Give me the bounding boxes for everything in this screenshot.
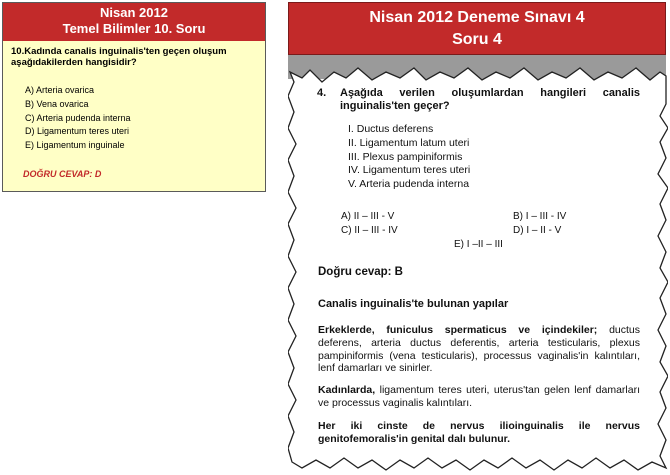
right-header-line2: Soru 4 [452, 31, 502, 48]
option-e: E) I –II – III [454, 239, 503, 250]
paragraph-female-body: ligamentum teres uteri, uterus'tan gelen lenf damarları ve processus vaginalis kalıntıları. [318, 384, 640, 409]
correct-answer: Doğru cevap: B [318, 266, 403, 278]
right-header-line1: Nisan 2012 Deneme Sınavı 4 [369, 9, 585, 26]
explanation-paragraph-both [318, 420, 640, 446]
option-a: A) II – III - V [341, 211, 395, 222]
option-b: B) I – III - IV [513, 211, 567, 222]
left-option-e: E) Ligamentum inguinale [25, 140, 125, 151]
left-header-line2: Temel Bilimler 10. Soru [62, 21, 206, 36]
statement-iii: III. Plexus pampiniformis [348, 150, 463, 163]
left-options-list [25, 84, 131, 153]
option-c: C) II – III - IV [341, 225, 398, 236]
paragraph-male-body: ductus deferens, arteria ductus deferentis, arteria testicularis, plexus pampiniformis (vena testicularis), processus vaginalis'in kalıntıları, lenf damarları ve sinirler. [318, 324, 641, 375]
explanation-paragraph-male [318, 324, 640, 375]
left-header-line1: Nisan 2012 [100, 5, 168, 20]
left-card-header [3, 3, 265, 41]
left-question-card [2, 2, 266, 192]
statement-iv: IV. Ligamentum teres uteri [348, 164, 471, 177]
explanation-title: Canalis inguinalis'te bulunan yapılar [318, 298, 509, 310]
statement-v: V. Arteria pudenda interna [348, 178, 470, 191]
statement-list [348, 123, 470, 192]
paragraph-female-lead: Kadınlarda, [318, 384, 376, 396]
paragraph-both-text: Her iki cinste de nervus ilioinguinalis ile nervus genitofemoralis'in genital dalı bulunur. [318, 420, 640, 445]
question-number: 4. [317, 87, 327, 99]
left-option-d: D) Ligamentum teres uteri [25, 126, 130, 137]
paragraph-male-lead: Erkeklerde, funiculus spermaticus ve içindekiler; [318, 324, 598, 336]
option-d: D) I – II - V [513, 225, 562, 236]
left-question-text: 10.Kadında canalis inguinalis'ten geçen oluşum aşağıdakilerden hangisidir? [11, 46, 227, 68]
question-content [288, 2, 668, 472]
explanation-paragraph-female [318, 384, 640, 410]
statement-i: I. Ductus deferens [348, 123, 434, 135]
right-question-card [288, 2, 668, 472]
statement-ii: II. Ligamentum latum uteri [348, 136, 470, 149]
question-text: Aşağıda verilen oluşumlardan hangileri canalis inguinalis'ten geçer? [340, 87, 640, 112]
left-option-a: A) Arteria ovarica [25, 85, 95, 95]
left-correct-answer: DOĞRU CEVAP: D [23, 169, 102, 179]
left-option-c: C) Arteria pudenda interna [25, 112, 131, 123]
left-option-b: B) Vena ovarica [25, 98, 89, 109]
